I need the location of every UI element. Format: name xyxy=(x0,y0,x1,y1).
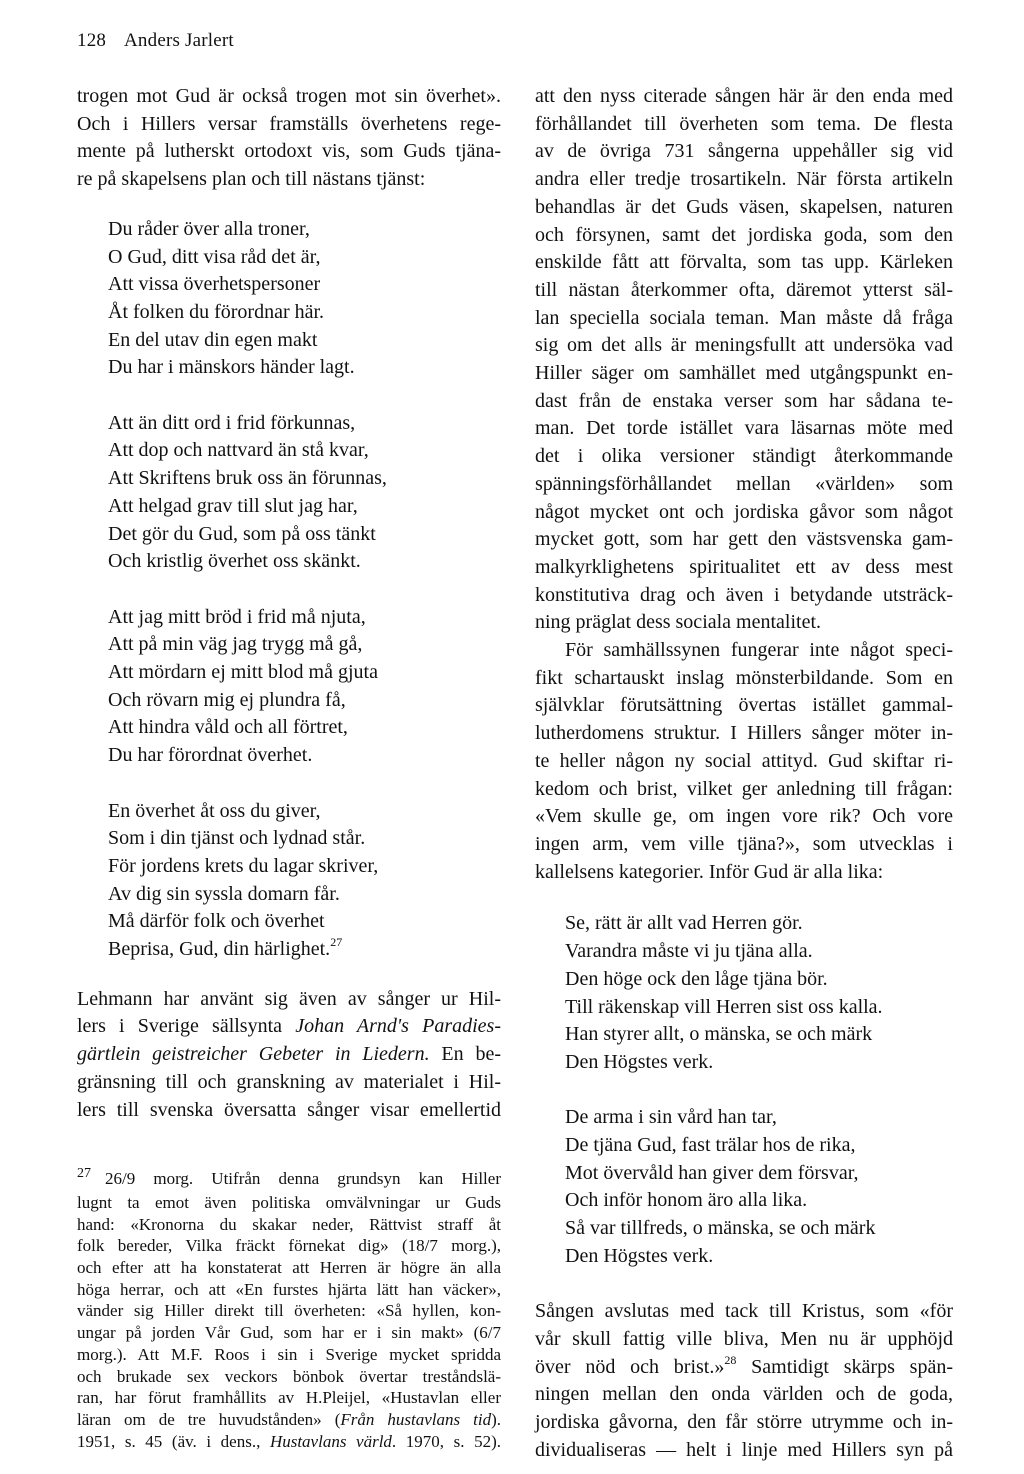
text-line: malkyrklighetens spiritualitet ett av dess mest xyxy=(535,555,953,578)
verse-line: Till räkenskap vill Herren sist oss kalla. xyxy=(565,995,883,1018)
verse-line: Du har förordnat överhet. xyxy=(108,744,313,767)
hymn-stanza xyxy=(535,1104,953,1270)
verse-line: Av dig sin syssla domarn får. xyxy=(108,882,340,905)
verse-line: Och kristlig överhet oss skänkt. xyxy=(108,550,361,573)
verse-line: Och rövarn mig ej plundra få, xyxy=(108,688,346,711)
footnote-line: vänder sig Hiller direkt till överheten: «Så hyllen, kon- xyxy=(77,1301,501,1321)
text-line: enskilde fått att förvalta, som tas upp. Kärleken xyxy=(535,251,953,274)
verse-line: Att Skriftens bruk oss än förunnas, xyxy=(108,467,387,490)
text-segment: lers i Sverige sällsynta xyxy=(77,1015,296,1038)
verse-line: Att hindra våld och all förtret, xyxy=(108,716,348,739)
paragraph xyxy=(77,986,501,1125)
text-line: ningen mellan den onda världen och de goda, xyxy=(535,1383,953,1406)
footnote-27 xyxy=(77,1168,501,1452)
verse-line: En överhet åt oss du giver, xyxy=(108,799,321,822)
book-title: gärtlein geistreicher Gebeter in Liedern. xyxy=(77,1043,430,1066)
verse-line: Att dop och nattvard än stå kvar, xyxy=(108,439,369,462)
text-line: det i olika versioner ständigt återkommande xyxy=(535,445,953,468)
text-line: av de övriga 731 sångerna uppehåller sig vid xyxy=(535,140,953,163)
text-line: trogen mot Gud är också trogen mot sin överhet». xyxy=(77,85,501,107)
text-line: gränsning till och granskning av materialet i Hil- xyxy=(77,1070,501,1093)
verse-line: En del utav din egen makt xyxy=(108,328,318,351)
text-line: lutherdomens struktur. I Hillers sånger möter in- xyxy=(535,722,953,745)
footnote-line: hand: «Kronorna du skakar neder, Rättvist straff åt xyxy=(77,1214,501,1234)
text-line: att den nyss citerade sången här är den enda med xyxy=(535,85,953,107)
verse-line: Den Högstes verk. xyxy=(565,1050,714,1073)
text-line: te heller någon ny social attityd. Gud skiftar ri- xyxy=(535,749,953,772)
text-line: ning präglat dess sociala mentalitet. xyxy=(535,611,822,634)
text-line xyxy=(535,1354,953,1382)
footnote-line xyxy=(77,1431,501,1453)
text-segment: ). xyxy=(491,1410,502,1429)
text-line: något mycket ont och jordiska gåvor som något xyxy=(535,500,953,523)
text-line: Sången avslutas med tack till Kristus, som «för xyxy=(535,1300,953,1323)
text-line: ingen arm, vem ville tjäna?», som utvecklas i xyxy=(535,832,953,855)
verse-line: Att vissa överhetspersoner xyxy=(108,273,321,296)
text-line: sig om det alls är meningsfullt att undersöka vad xyxy=(535,334,953,357)
text-line: kallelsens kategorier. Inför Gud är alla lika: xyxy=(535,860,884,883)
verse-line: Att mördarn ej mitt blod må gjuta xyxy=(108,661,378,684)
text-segment: En be- xyxy=(429,1043,501,1066)
footnote-line: ungar på jorden Vår Gud, som har er i sin makt» (6/7 xyxy=(77,1323,501,1343)
right-column xyxy=(535,83,953,1464)
verse-line: Må därför folk och överhet xyxy=(108,910,325,933)
verse-line: Varandra måste vi ju tjäna alla. xyxy=(565,940,813,963)
verse-line: Att helgad grav till slut jag har, xyxy=(108,494,358,517)
paragraph xyxy=(535,83,953,637)
text-line: andra eller tredje trosartikeln. När första artikeln xyxy=(535,168,953,191)
verse-line: Att än ditt ord i frid förkunnas, xyxy=(108,411,356,434)
verse-line: Som i din tjänst och lydnad står. xyxy=(108,827,366,850)
text-line: till nästan återkommer ofta, däremot ytterst säl- xyxy=(535,278,953,301)
paragraph xyxy=(535,1298,953,1464)
footnote-text: 26/9 morg. Utifrån denna grundsyn kan Hiller xyxy=(105,1169,501,1189)
verse-line: För jordens krets du lagar skriver, xyxy=(108,854,379,877)
text-line: mente på lutherskt ortodoxt vis, som Guds tjäna- xyxy=(77,140,501,163)
text-line: För samhällssynen fungerar inte något speci- xyxy=(565,639,953,662)
text-line: Hiller säger om samhället med utgångspunkt en- xyxy=(535,362,953,385)
paragraph xyxy=(77,83,501,194)
verse-line: Åt folken du förordnar här. xyxy=(108,300,325,323)
text-line: konstitutiva drag och även i betydande utsträck- xyxy=(535,583,953,606)
footnote-reference[interactable]: 27 xyxy=(330,935,343,950)
text-line: dividualiseras — helt i linje med Hillers syn på xyxy=(535,1438,953,1461)
running-author: Anders Jarlert xyxy=(124,30,234,51)
text-line: vår skull fattig ville bliva, Men nu är upphöjd xyxy=(535,1327,953,1350)
verse-line: Mot övervåld han giver dem försvar, xyxy=(565,1161,859,1184)
verse-line: Det gör du Gud, som på oss tänkt xyxy=(108,522,376,545)
text-line: Lehmann har använt sig även av sånger ur Hil- xyxy=(77,987,501,1010)
text-line: mycket gott, som har gett den västsvenska gam- xyxy=(535,528,953,551)
verse-line: O Gud, ditt visa råd det är, xyxy=(108,245,321,268)
verse-line: Att jag mitt bröd i frid må njuta, xyxy=(108,605,366,628)
verse-line-text: Beprisa, Gud, din härlighet. xyxy=(108,938,331,961)
footnote-line: folk bereder, Vilka fräckt förnekat dig» (18/7 morg.), xyxy=(77,1236,501,1256)
text-line xyxy=(77,1013,501,1041)
text-segment: läran om de tre huvudstånden» ( xyxy=(77,1410,341,1429)
verse-line: Du råder över alla troner, xyxy=(108,217,310,240)
text-segment: 1951, s. 45 (äv. i dens., xyxy=(77,1431,270,1451)
verse-line: Du har i mänskors händer lagt. xyxy=(108,356,355,379)
text-line: man. Det torde istället vara läsarnas möte med xyxy=(535,417,953,440)
footnote-marker: 27 xyxy=(77,1166,91,1182)
footnote-line xyxy=(77,1168,501,1192)
footnote-line: höga herrar, och att «En furstes hjärta lätt han väcker», xyxy=(77,1279,501,1299)
hymn-stanza xyxy=(77,216,501,382)
page-number: 128 xyxy=(77,30,107,51)
hymn-stanza xyxy=(77,410,501,576)
text-line: lan speciella sociala teman. Man måste då fråga xyxy=(535,306,953,329)
verse-line xyxy=(108,936,501,964)
text-line xyxy=(77,1041,501,1069)
footnote-line xyxy=(77,1409,501,1431)
text-line: re på skapelsens plan och till nästans tjänst: xyxy=(77,168,426,191)
book-title: Hustavlans värld xyxy=(269,1431,392,1451)
hymn-stanza xyxy=(77,798,501,964)
footnote-line: och brukade sex veckors bönbok övertar treståndslä- xyxy=(77,1366,501,1386)
text-line: Och i Hillers versar framställs överhetens rege- xyxy=(77,112,501,135)
footnote-line: morg.). Att M.F. Roos i sin i Sverige mycket spridda xyxy=(77,1344,501,1364)
footnote-line: och efter att ha konstaterat att Herren är högre än alla xyxy=(77,1258,501,1278)
text-line: kedom och brist, vilket ger anledning till frågan: xyxy=(535,777,953,800)
text-line: lers till svenska översatta sånger visar emellertid xyxy=(77,1098,501,1121)
text-line: behandlas är det Guds väsen, skapelsen, naturen xyxy=(535,195,953,218)
text-segment: över nöd och brist.» xyxy=(535,1355,725,1378)
hymn-stanza xyxy=(535,910,953,1076)
book-title: Johan Arnd's Paradies- xyxy=(295,1015,501,1038)
text-line: självklar förutsättning övertas istället gammal- xyxy=(535,694,953,717)
footnote-line: ran, har förut framhållits av H.Pleijel, «Hustavlan eller xyxy=(77,1388,501,1408)
verse-line: Den höge ock den låge tjäna bör. xyxy=(565,967,828,990)
verse-line: De tjäna Gud, fast trälar hos de rika, xyxy=(565,1134,856,1156)
hymn-stanza xyxy=(77,604,501,770)
footnote-line: lugnt ta emot även politiska omvälvningar ur Guds xyxy=(77,1192,501,1212)
left-column xyxy=(77,83,501,1452)
verse-line: Att på min väg jag trygg må gå, xyxy=(108,633,363,656)
verse-line: De arma i sin vård han tar, xyxy=(565,1106,777,1129)
text-segment: . 1970, s. 52). xyxy=(391,1431,501,1451)
running-header xyxy=(77,30,234,52)
footnote-reference[interactable]: 28 xyxy=(724,1352,737,1367)
verse-line: Så var tillfreds, o mänska, se och märk xyxy=(565,1217,876,1240)
text-line: fikt schartauskt inslag mönsterbildande. Som en xyxy=(535,666,953,689)
text-line: jordiska gåvorna, den får större utrymme och in- xyxy=(535,1411,953,1434)
text-line: «Vem skulle ge, om ingen vore rik? Och vore xyxy=(535,805,953,828)
verse-line: Se, rätt är allt vad Herren gör. xyxy=(565,912,803,935)
verse-line: Och inför honom äro alla lika. xyxy=(565,1189,808,1212)
verse-line: Den Högstes verk. xyxy=(565,1244,714,1267)
text-line: dast från de enstaka verser som har sådana te- xyxy=(535,389,953,412)
text-line: förhållandet till överheten som tema. De flesta xyxy=(535,112,953,135)
verse-line: Han styrer allt, o mänska, se och märk xyxy=(565,1023,873,1046)
text-line: och försynen, samt det jordiska goda, som den xyxy=(535,223,953,246)
text-segment: Samtidigt skärps spän- xyxy=(736,1355,953,1378)
paragraph xyxy=(535,637,953,886)
book-title: Från hustavlans tid xyxy=(340,1410,492,1429)
text-line: spänningsförhållandet mellan «världen» som xyxy=(535,472,953,495)
